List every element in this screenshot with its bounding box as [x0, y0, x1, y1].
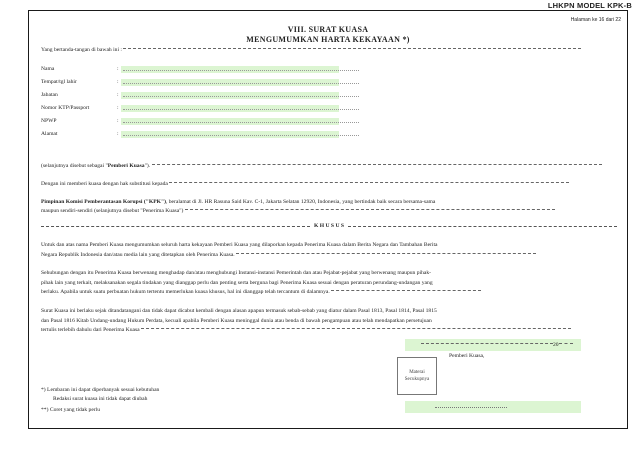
substitusi-line: [41, 181, 617, 187]
paragraph-3-line: tertulis terlebih dahulu dari Penerima Kuasa: [41, 327, 140, 333]
pemberi-suffix: ").: [144, 163, 151, 169]
paragraph-1-end: [41, 251, 617, 261]
stamp-line: Secukupnya: [404, 377, 430, 382]
intro-text: Yang bertanda-tangan di bawah ini :: [41, 47, 122, 53]
field-dots: [123, 92, 359, 97]
field-label-alamat: Alamat: [41, 131, 58, 137]
kpk-term: Pimpinan Komisi Pemberantasan Korupsi ("KPK"): [41, 199, 166, 205]
field-colon: :: [117, 105, 119, 111]
field-label-nama: Nama: [41, 66, 55, 72]
section-title: VIII. SURAT KUASA: [287, 25, 369, 34]
footnote-1: *) Lembaran ini dapat diperbanyak sesuai kebutuhan: [41, 387, 160, 393]
field-colon: :: [117, 131, 119, 137]
signature-dots: [435, 407, 507, 408]
pimpinan-line-2: [41, 208, 617, 214]
form-frame: [28, 10, 628, 429]
footnote-1b: Redaksi surat kuasa ini tidak dapat diubah: [53, 396, 148, 402]
penerima-dash: [185, 209, 555, 210]
paragraph-2-line: pihak lain yang terkait, melaksanakan segala tindakan yang dianggap perlu dan penting serta berguna bagi Penerima Kuasa sesuai dengan peraturan perundang-undangan yang: [41, 279, 433, 286]
substitusi-text: Dengan ini memberi kuasa dengan hak substitusi kepada: [41, 181, 168, 187]
paragraph-2: [41, 269, 617, 298]
field-dots: [123, 66, 359, 71]
field-label-npwp: NPWP: [41, 118, 57, 124]
pimpinan-text: , beralamat di Jl. HR Rasuna Said Kav. C-1, Jakarta Selatan 12920, Indonesia, yang bertindak baik secara bersama-sama: [165, 199, 436, 205]
penerima-kuasa-text: maupun sendiri-sendiri (selanjutnya disebut "Penerima Kuasa"): [41, 208, 184, 214]
khusus-heading: [41, 223, 617, 229]
section-subtitle: MENGUMUMKAN HARTA KEKAYAAN *): [246, 35, 410, 44]
paragraph-1: [41, 241, 617, 260]
date-line: [421, 342, 573, 348]
pemberi-prefix: (selanjutnya disebut sebagai ": [41, 163, 108, 169]
field-label-ktp-passport: Nomor KTP/Passport: [41, 105, 90, 111]
date-year-prefix: 20: [553, 342, 559, 348]
paragraph-dash: [331, 290, 481, 291]
paragraph-1-line: Untuk dan atas nama Pemberi Kuasa mengumumkan seluruh harta kekayaan Pemberi Kuasa yang dilaporkan kepada Penerima Kuasa dalam Berita Negara dan Tambahan Berita: [41, 242, 438, 248]
field-colon: :: [117, 66, 119, 72]
field-dots: [123, 105, 359, 110]
paragraph-2-end: [41, 288, 617, 298]
field-dots: [123, 131, 359, 136]
paragraph-2-line: berlaku. Apabila untuk suatu perbuatan hukum tertentu memerlukan kuasa khusus, hal ini dianggap telah tercantum di dalamnya.: [41, 289, 330, 295]
stamp-box: [397, 357, 437, 395]
pemberi-kuasa-term: Pemberi Kuasa: [107, 163, 145, 169]
substitusi-dash: [169, 182, 569, 183]
paragraph-1-line: Negara Republik Indonesia dan/atau media lain yang ditetapkan oleh Penerima Kuasa.: [41, 251, 235, 258]
field-dots: [123, 118, 359, 123]
paragraph-2-line: Sehubungan dengan itu Penerima Kuasa berwenang menghadap dan/atau menghubungi Instansi-instansi Pemerintah dan atau Pejabat-pejabat yang berwenang maupun pihak-: [41, 270, 432, 276]
pemberi-dash: [152, 164, 602, 165]
paragraph-dash: [141, 328, 571, 329]
paragraph-3-line: Surat Kuasa ini berlaku sejak ditandatangani dan tidak dapat dicabut kembali dengan alasan apapun termasuk sebab-sebab yang diatur dalam Pasal 1813, Pasal 1814, Pasal 1815: [41, 308, 437, 314]
khusus-dash-right: [348, 226, 617, 227]
intro-line: [41, 47, 617, 53]
paragraph-3: [41, 307, 617, 336]
field-colon: :: [117, 92, 119, 98]
footnote-2: **) Coret yang tidak perlu: [41, 407, 101, 413]
paragraph-3-end: [41, 326, 617, 336]
field-dots: [123, 79, 359, 84]
khusus-label: K H U S U S: [314, 223, 344, 229]
khusus-dash-left: [41, 226, 310, 227]
stamp-line: Materai: [409, 370, 425, 375]
field-colon: :: [117, 79, 119, 85]
field-colon: :: [117, 118, 119, 124]
field-label-jabatan: Jabatan: [41, 92, 58, 98]
date-dots: [559, 343, 573, 344]
signer-role: Pemberi Kuasa,: [449, 353, 485, 359]
model-label: LHKPN MODEL KPK-B: [547, 1, 632, 10]
field-label-tempat-tgl-lahir: Tempat/tgl lahir: [41, 79, 77, 85]
pemberi-kuasa-line: [41, 163, 617, 169]
pimpinan-line-1: [41, 199, 617, 205]
paragraph-dash: [236, 253, 536, 254]
date-dots: [421, 343, 553, 344]
page-number: Halaman ke 16 dari 22: [570, 17, 621, 23]
intro-dash: [123, 48, 581, 49]
paragraph-3-line: dan Pasal 1816 Kitab Undang-undang Hukum Perdata, kecuali apabila Pemberi Kuasa meninggal dunia atau benda di bawah pengampuan atau telah mendapatkan persetujuan: [41, 317, 432, 324]
